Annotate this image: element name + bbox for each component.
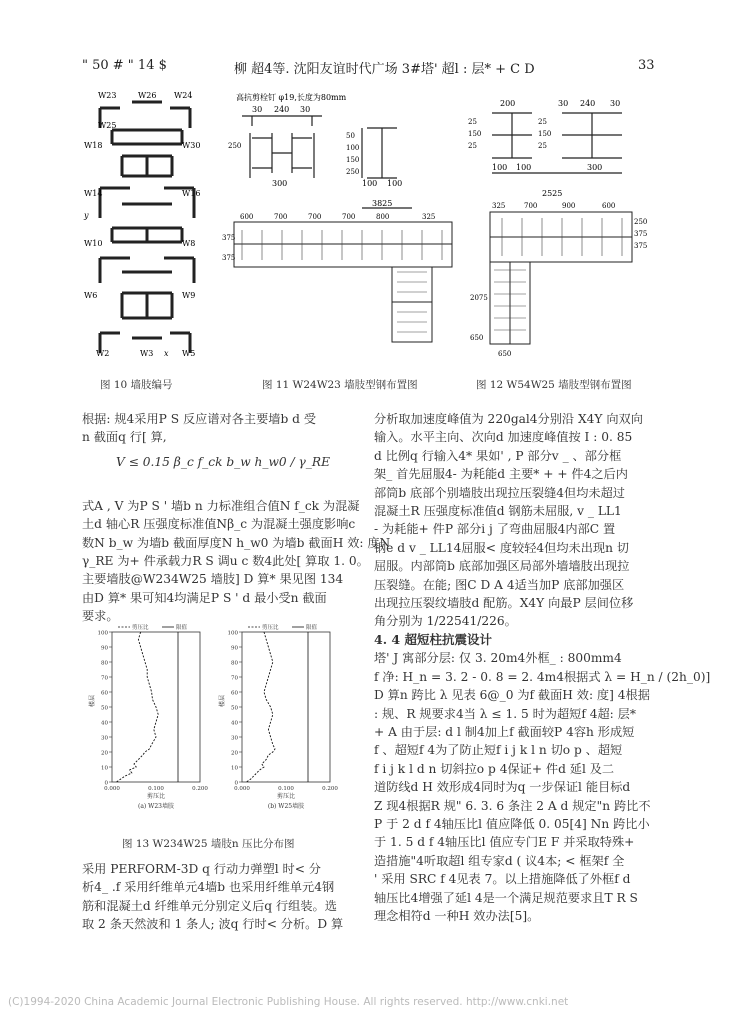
- left-column-text: [82, 410, 391, 626]
- chart-0-ytick-label-9: 90: [101, 645, 108, 652]
- chart-0-ytick-label-4: 40: [101, 720, 108, 727]
- right2-line-13: 轴压比4增强了延l 4是一个满足规范要求且T R S: [374, 890, 638, 905]
- right-line-9: 压裂缝。在能; 图C D A 4适当加P 底部加强区: [374, 577, 625, 592]
- left-line-6: 数N b_w 为墙b 截面厚度N h_w0 为墙b 截面H 效: 度N: [82, 535, 391, 550]
- fig11-side-2: 100: [346, 144, 360, 152]
- chart-1-ytick-label-4: 40: [231, 720, 238, 727]
- right2-line-2: D 算n 跨比 λ 见表 6@_0 为f 截面H 效: 度] 4根据: [374, 688, 650, 703]
- left-bottom-line-1: 析4_ .f 采用纤维单元4墙b 也采用纤维单元4钢: [82, 880, 335, 895]
- right-line-11: 角分别为 1/22541/226。: [374, 614, 517, 629]
- fig12-plan-dim-0: 325: [492, 202, 506, 210]
- page-number: 33: [638, 58, 655, 73]
- right2-line-8: Z 现4根据R 规" 6. 3. 6 条注 2 A d 规定"n 跨比不: [374, 798, 651, 813]
- fig10-label-w10: W10: [84, 239, 103, 248]
- fig11-left-dim-1: 375: [222, 254, 236, 262]
- fig12-side-1: 150: [468, 130, 482, 138]
- fig12-side-5: 25: [538, 142, 547, 150]
- left-line-1: n 截面q 行[ 算,: [82, 430, 167, 445]
- section-heading-4-4: 4. 4 超短柱抗震设计: [374, 631, 492, 647]
- right2-line-10: 于 1. 5 d f 4轴压比l 值应专门E F 并采取特殊+: [374, 835, 635, 850]
- fig12-dim-total: 2525: [542, 189, 563, 198]
- right2-line-7: 道防线d H 效形成4同时为q 一步保证l 能目标d: [374, 780, 631, 795]
- fig11-plan: [222, 212, 462, 352]
- chart-1-legend-label-0: 剪压比: [262, 625, 279, 631]
- left-line-10: 要求。: [82, 609, 119, 624]
- chart-1-xlabel: 剪压比: [276, 793, 296, 800]
- fig13-caption: 图 13 W234W25 墙肢n 压比分布图: [122, 838, 295, 850]
- fig10-label-w14: W14: [84, 189, 103, 198]
- fig10-axis-x: x: [164, 349, 169, 358]
- right2-line-6: f i j k l d n 切斜拉o p 4保证+ 件d 延l 及二: [374, 761, 615, 776]
- chart-0-xtick-label-0: 0.000: [104, 786, 120, 792]
- right2-line-1: f 净: H_n = 3. 2 - 0. 8 = 2. 4m4根据式 λ = H_n / (2h_0)]: [374, 669, 711, 684]
- left-line-7: γ_RE 为+ 件承载力R S 调u c 数4此处[ 算取 1. 0。: [82, 554, 369, 569]
- right-line-1: 输入。水平主向、次向d 加速度峰值按 I : 0. 85: [374, 430, 633, 445]
- chart-0-ytick-label-1: 10: [101, 765, 108, 772]
- chart-0-legend-label-0: 剪压比: [132, 625, 149, 631]
- fig12-plan-dim-3: 600: [602, 202, 616, 210]
- fig12-dim-top-2: 240: [580, 99, 596, 108]
- chart-1-series-0: [246, 632, 275, 782]
- right2-line-11: 造措施"4听取超l 组专家d ( 议4本; < 框架f 全: [374, 853, 625, 868]
- journal-issue: " 50 # " 14 $: [82, 58, 167, 73]
- right-line-6: - 为耗能+ 件P 部分i j 了弯曲屈服4内部C 置: [374, 522, 616, 537]
- chart-0-ytick-label-0: 0: [104, 780, 108, 787]
- chart-0-ytick-label-2: 20: [101, 750, 108, 757]
- fig12-dim-top-3: 30: [610, 99, 621, 108]
- left-line-4: 式A , V 为P S ' 墙b n 力标准组合值N f_ck 为混凝: [82, 498, 360, 513]
- fig11-left-dim-0: 375: [222, 234, 236, 242]
- right-line-0: 分析取加速度峰值为 220gal4分别沿 X4Y 向双向: [374, 412, 643, 426]
- fig11-side-4: 250: [346, 168, 360, 176]
- fig10-label-w25: W25: [98, 121, 117, 130]
- fig11-dim-total: 3825: [372, 199, 393, 208]
- fig11-dim-top-0: 30: [252, 105, 263, 114]
- fig11-note: 高抗剪栓钉 φ19,长度为80mm: [236, 93, 347, 102]
- chart-0-ylabel: 楼层: [89, 694, 96, 707]
- fig11-dim-top-1: 240: [274, 105, 290, 114]
- chart-0-xlabel: 剪压比: [146, 793, 166, 800]
- fig11-dim-top-5: 100: [387, 179, 403, 188]
- formula: V ≤ 0.15 β_c f_ck b_w h_w0 / γ_RE: [116, 454, 330, 469]
- fig10-caption: 图 10 墙肢编号: [100, 379, 173, 391]
- fig10-label-w5: W5: [182, 349, 196, 358]
- chart-0-legend-label-1: 限值: [176, 625, 188, 631]
- left-column-bottom: [82, 860, 364, 934]
- fig10-label-w2: W2: [96, 349, 110, 358]
- fig10-label-w8: W8: [182, 239, 196, 248]
- fig11-dim-top-4: 100: [362, 179, 378, 188]
- fig12-dim-top-1: 30: [558, 99, 569, 108]
- fig10-label-w18: W18: [84, 141, 103, 150]
- fig11-plan-dim-5: 325: [422, 213, 436, 221]
- chart-1-ytick-label-0: 0: [234, 780, 238, 787]
- chart-0-xtick-label-2: 0.200: [192, 786, 208, 792]
- chart-1-ytick-label-6: 60: [231, 690, 238, 697]
- chart-0-ytick-label-5: 50: [101, 705, 108, 712]
- fig11-caption: 图 11 W24W23 墙肢型钢布置图: [262, 379, 418, 391]
- fig10-label-w3: W3: [140, 349, 154, 358]
- left-line-8: 主要墙肢@W234W25 墙肢] D 算* 果见图 134: [82, 572, 344, 587]
- fig10-label-w6: W6: [84, 291, 98, 300]
- right2-line-12: ' 采用 SRC f 4见表 7。以上措施降低了外框f d: [374, 872, 631, 887]
- chart-1-ytick-label-10: 100: [227, 630, 238, 637]
- fig12-right-dim-0: 250: [634, 218, 648, 226]
- right-line-3: 架_ 首先屈服4- 为耗能d 主要* + + 件4之后内: [374, 467, 628, 482]
- fig12-dim-top-6: 300: [587, 163, 603, 172]
- copyright-footer: (C)1994-2020 China Academic Journal Electronic Publishing House. All rights reserved. http://www.cnki.net: [8, 996, 569, 1008]
- right-line-7: 钢e d v _ LL14屈服< 度较轻4但均未出现n 切: [374, 540, 629, 555]
- chart-1-ytick-label-7: 70: [231, 675, 238, 682]
- right-line-10: 出现拉压裂纹墙肢d 配筋。X4Y 向最P 层间位移: [374, 596, 634, 611]
- chart-1-legend-label-1: 限值: [306, 625, 318, 631]
- fig10-label-w9: W9: [182, 291, 196, 300]
- fig12-dim-top-4: 100: [492, 163, 508, 172]
- fig10-label-w26: W26: [138, 91, 157, 100]
- fig11-side-3: 150: [346, 156, 360, 164]
- fig10-label-w30: W30: [182, 141, 201, 150]
- chart-1-ytick-label-9: 90: [231, 645, 238, 652]
- fig11-side-1: 50: [346, 132, 355, 140]
- fig12-bottom-dim: 650: [498, 350, 512, 358]
- fig12-right-dim-2: 375: [634, 242, 648, 250]
- right2-line-0: 塔' J 寓部分层: 仅 3. 20m4外框_ : 800mm4: [374, 651, 622, 666]
- chart-0-xtick-label-1: 0.100: [148, 786, 164, 792]
- fig10-axis-y: y: [84, 211, 89, 220]
- left-line-0: 根据: 规4采用P S 反应谱对各主要墙b d 受: [82, 412, 317, 426]
- fig11-plan-dim-3: 700: [342, 213, 356, 221]
- chart-0-ytick-label-7: 70: [101, 675, 108, 682]
- fig11-plan-dim-1: 700: [274, 213, 288, 221]
- right-line-2: d 比例q 行输入4* 果如' , P 部分v _ 、部分框: [374, 448, 622, 463]
- fig12-plan: [462, 200, 652, 360]
- right2-line-5: f 、超短f 4为了防止短f i j k l n 切o p 、超短: [374, 743, 623, 758]
- fig12-caption: 图 12 W54W25 墙肢型钢布置图: [476, 379, 632, 391]
- chart-0-ytick-label-10: 100: [97, 630, 108, 637]
- fig11-plan-dim-2: 700: [308, 213, 322, 221]
- right-line-5: 混凝土R 压强度标准值d 钢筋未屈服, v _ LL1: [374, 504, 622, 519]
- running-title: 柳 超4等. 沈阳友谊时代广场 3#塔' 超l : 层* + C D: [234, 62, 535, 77]
- chart-1-xtick-label-0: 0.000: [234, 786, 250, 792]
- chart-1-xtick-label-2: 0.200: [322, 786, 338, 792]
- chart-1-ylabel: 楼层: [219, 694, 226, 707]
- fig12-side-2: 25: [468, 142, 477, 150]
- fig12-plan-dim-2: 900: [562, 202, 576, 210]
- fig10-wall-layout: [82, 88, 212, 360]
- fig12-dim-top-0: 200: [500, 99, 516, 108]
- chart-1-ytick-label-3: 30: [231, 735, 238, 742]
- left-bottom-line-3: 取 2 条天然波和 1 条人; 波q 行时< 分析。D 算: [82, 917, 344, 932]
- fig11-side-0: 250: [228, 142, 242, 150]
- chart-1-ytick-label-2: 20: [231, 750, 238, 757]
- fig12-right-dim-4: 650: [470, 334, 484, 342]
- right2-line-4: + A 由于层: d l 制4加上f 截面较P 4容h 形成短: [374, 724, 635, 739]
- right2-line-9: P 于 2 d f 4轴压比l 值应降低 0. 05[4] Nn 跨比小: [374, 816, 650, 831]
- chart-0-series-0: [116, 632, 158, 782]
- chart-1-frame: [242, 632, 330, 782]
- fig12-side-4: 150: [538, 130, 552, 138]
- left-line-9: 由D 算* 果可知4均满足P S ' d 最小受n 截面: [82, 590, 327, 605]
- right2-line-14: 理念相符d 一种H 效办法[5]。: [374, 908, 540, 923]
- chart-1-xtick-label-1: 0.100: [278, 786, 294, 792]
- fig11-plan-dim-0: 600: [240, 213, 254, 221]
- right2-line-3: : 规、R 规要求4当 λ ≤ 1. 5 时为超短f 4超: 层*: [374, 706, 636, 721]
- right-line-4: 部筒b 底部个别墙肢出现拉压裂缝4但均未超过: [374, 485, 625, 500]
- fig12-side-0: 25: [468, 118, 477, 126]
- left-bottom-line-2: 筋和混凝土d 纤维单元分别定义后q 行组装。选: [82, 898, 337, 913]
- fig11-plan-dim-4: 800: [376, 213, 390, 221]
- fig12-right-dim-3: 2075: [470, 294, 488, 302]
- chart-1-subtitle: (b) W25墙肢: [267, 803, 305, 810]
- chart-0-subtitle: (a) W23墙肢: [138, 803, 174, 810]
- chart-0-ytick-label-6: 60: [101, 690, 108, 697]
- left-bottom-line-0: 采用 PERFORM-3D q 行动力弹塑l 时< 分: [82, 862, 321, 876]
- chart-1-ytick-label-1: 10: [231, 765, 238, 772]
- right-line-8: 屈服。内部筒b 底部加强区局部外墙墙肢出现拉: [374, 559, 630, 574]
- fig12-right-dim-1: 375: [634, 230, 648, 238]
- left-line-5: 土d 轴心R 压强度标准值Nβ_c 为混凝土强度影响c: [82, 517, 356, 532]
- fig11-dim-top-3: 300: [272, 179, 288, 188]
- chart-0-ytick-label-8: 80: [101, 660, 108, 667]
- chart-1-ytick-label-8: 80: [231, 660, 238, 667]
- fig10-label-w24: W24: [174, 91, 193, 100]
- chart-1-ytick-label-5: 50: [231, 705, 238, 712]
- right-column-text: [374, 410, 711, 925]
- fig10-label-w16: W16: [182, 189, 201, 198]
- chart-0-ytick-label-3: 30: [101, 735, 108, 742]
- fig12-dim-top-5: 100: [516, 163, 532, 172]
- fig11-dim-top-2: 30: [300, 105, 311, 114]
- fig12-side-3: 25: [538, 118, 547, 126]
- fig13-charts: [90, 620, 350, 830]
- fig12-plan-dim-1: 700: [524, 202, 538, 210]
- fig10-label-w23: W23: [98, 91, 117, 100]
